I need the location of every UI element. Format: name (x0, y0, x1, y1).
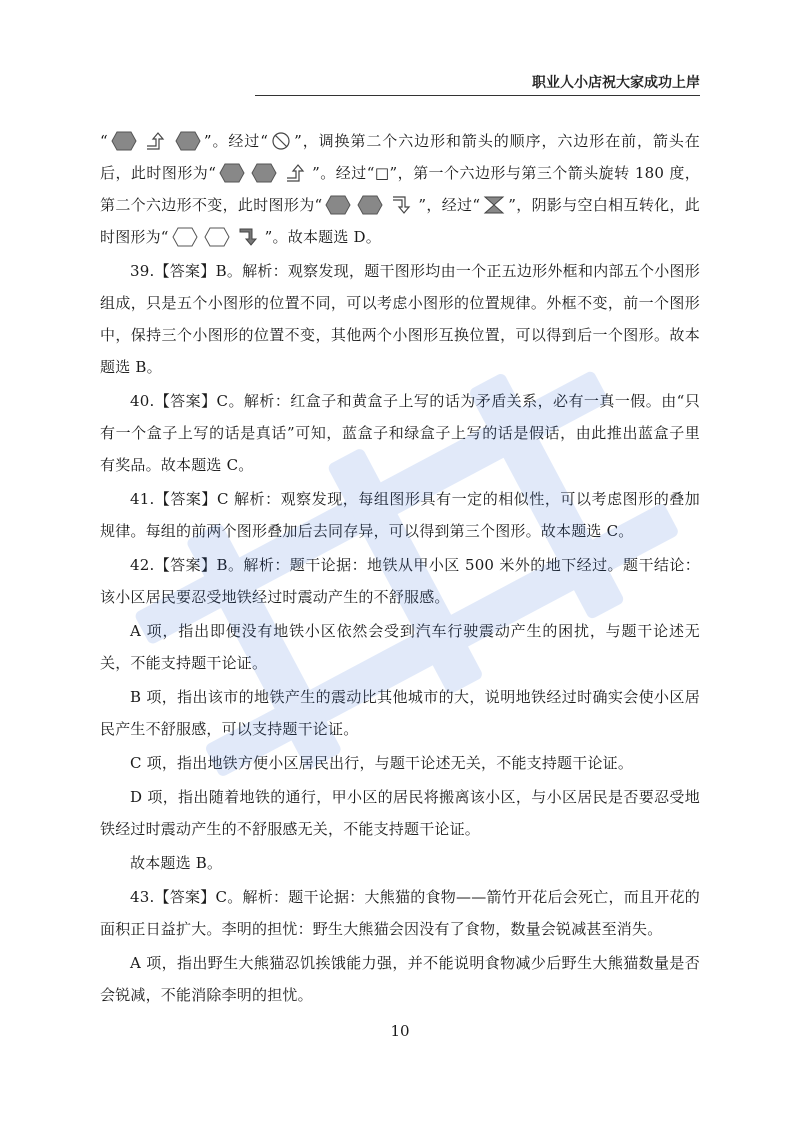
text-fragment: ”，调换第二个六边形和箭头的顺序，六边形在前，箭头在后，此时图形为“ (100, 132, 701, 182)
hexagon-outline-icon (172, 227, 198, 247)
hexagon-filled-icon (357, 195, 383, 215)
paragraph: 42.【答案】B。解析：题干论据：地铁从甲小区 500 米外的地下经过。题干结论：该小区居民要忍受地铁经过时震动产生的不舒服感。 (100, 556, 700, 606)
paragraph: 40.【答案】C。解析：红盒子和黄盒子上写的话为矛盾关系，必有一真一假。由“只有一个盒子上写的话是真话”可知，蓝盒子和绿盒子上写的话是假话，由此推出蓝盒子里有奖品。故本题选 C。 (100, 392, 700, 474)
paragraph: B 项，指出该市的地铁产生的震动比其他城市的大，说明地铁经过时确实会使小区居民产生不舒服感，可以支持题干论证。 (100, 688, 700, 738)
page-number: 10 (390, 1022, 410, 1040)
paragraph: A 项，指出野生大熊猫忍饥挨饿能力强，并不能说明食物减少后野生大熊猫数量是否会锐减，不能消除李明的担忧。 (100, 954, 700, 1004)
hexagon-filled-icon (325, 195, 351, 215)
paragraph: 41.【答案】C 解析：观察发现，每组图形具有一定的相似性，可以考虑图形的叠加规律。每组的前两个图形叠加后去同存异，可以得到第三个图形。故本题选 C。 (100, 490, 700, 540)
paragraph: 39.【答案】B。解析：观察发现，题干图形均由一个正五边形外框和内部五个小图形组成，只是五个小图形的位置不同，可以考虑小图形的位置规律。外框不变，前一个图形中，保持三个小图形的位置不变，其他两个小图形互换位置，可以得到后一个图形。故本题选 B。 (100, 262, 700, 376)
hexagon-filled-icon (111, 131, 137, 151)
paragraph: C 项，指出地铁方便小区居民出行，与题干论述无关，不能支持题干论证。 (130, 754, 634, 772)
hexagon-outline-icon (204, 227, 230, 247)
paragraph: A 项，指出即便没有地铁小区依然会受到汽车行驶震动产生的困扰，与题干论述无关，不能支持题干论证。 (100, 622, 700, 672)
text-fragment: ”。经过“ (203, 132, 269, 150)
text-fragment: ”。经过“□”，第一个六边形与第三个箭头旋转 180 度，第二个六边形不变，此时图形为“ (100, 164, 700, 214)
paragraph: 43.【答案】C。解析：题干论据：大熊猫的食物——箭竹开花后会死亡，而且开花的面积正日益扩大。李明的担忧：野生大熊猫会因没有了食物，数量会锐减甚至消失。 (100, 888, 700, 938)
text-fragment: “ (100, 132, 108, 150)
hexagon-filled-icon (175, 131, 201, 151)
header-rule (255, 95, 700, 96)
hexagon-filled-icon (219, 163, 245, 183)
q38-continuation (100, 125, 700, 253)
hexagon-filled-icon (251, 163, 277, 183)
arrow-bent-icon (143, 131, 169, 151)
text-fragment: ”，阴影与空白相互转化，此时图形为“ (100, 196, 701, 246)
page-header: 职业人小店祝大家成功上岸 (532, 75, 700, 91)
prohibit-circle-icon (271, 131, 291, 151)
paragraph: 故本题选 B。 (130, 854, 223, 872)
paragraph: D 项，指出随着地铁的通行，甲小区的居民将搬离该小区，与小区居民是否要忍受地铁经过时震动产生的不舒服感无关，不能支持题干论证。 (100, 788, 700, 838)
text-fragment: ”。故本题选 D。 (264, 228, 381, 246)
text-fragment: ”，经过“ (418, 196, 481, 214)
page-content (100, 125, 700, 1013)
arrow-bent-icon (389, 195, 415, 215)
hourglass-icon (483, 195, 505, 215)
arrow-bent-icon (236, 227, 262, 247)
arrow-bent-icon (283, 163, 309, 183)
